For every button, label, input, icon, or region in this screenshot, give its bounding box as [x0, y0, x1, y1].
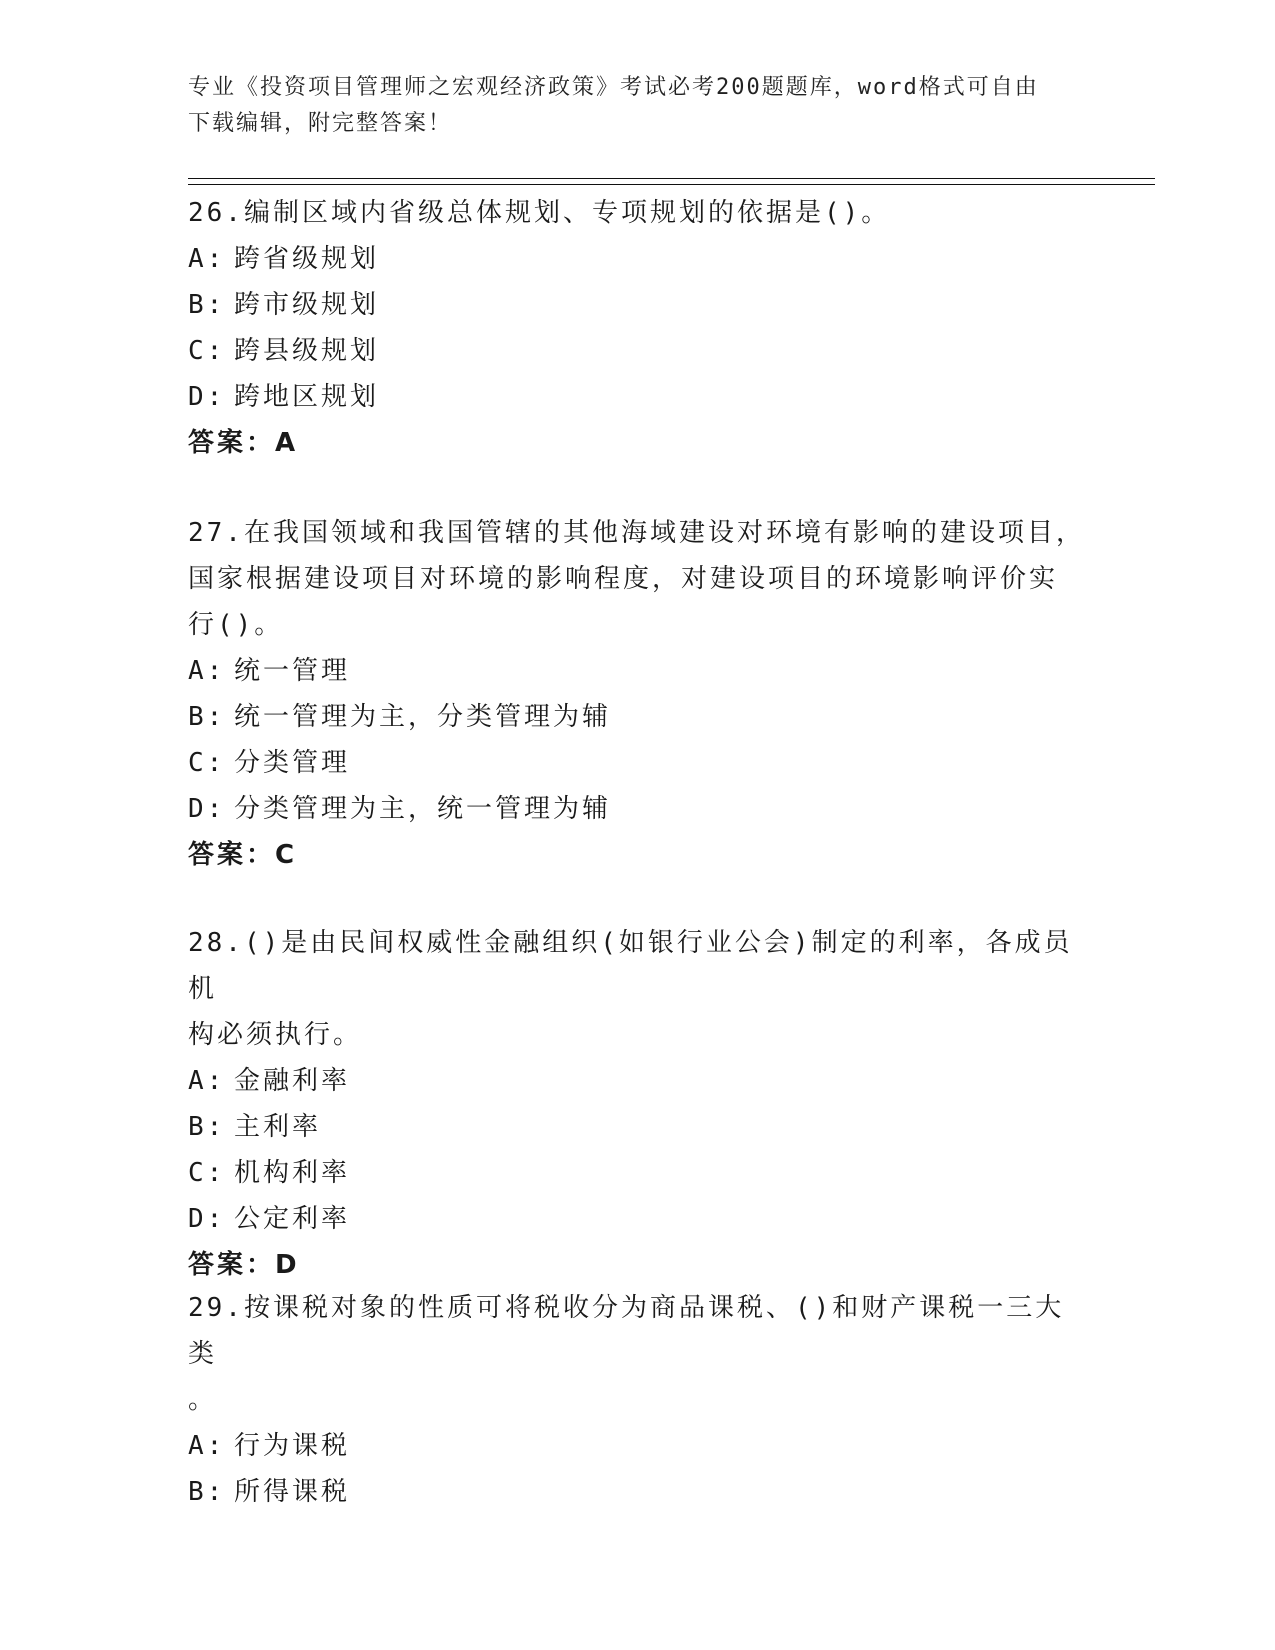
option-letter: A:: [188, 656, 226, 686]
answer-line: 答案：C: [188, 840, 298, 870]
question-26: [188, 190, 1088, 466]
question-27: [188, 510, 1088, 878]
option-a: [188, 648, 1088, 694]
option-letter: B:: [188, 1477, 226, 1507]
header-divider-bottom: [188, 184, 1155, 185]
option-letter: A:: [188, 244, 226, 274]
option-text: 跨市级规划: [234, 290, 380, 320]
option-text: 跨省级规划: [234, 244, 380, 274]
answer-line: 答案：D: [188, 1250, 300, 1280]
option-a: [188, 1423, 1088, 1469]
option-text: 主利率: [234, 1112, 322, 1142]
option-text: 机构利率: [234, 1158, 351, 1188]
option-letter: D:: [188, 794, 226, 824]
option-letter: C:: [188, 748, 226, 778]
question-text: 26.编制区域内省级总体规划、专项规划的依据是()。: [188, 198, 891, 228]
option-text: 所得课税: [234, 1477, 351, 1507]
header-line-1: 专业《投资项目管理师之宏观经济政策》考试必考200题题库，word格式可自由: [188, 75, 1039, 100]
option-b: [188, 1104, 1088, 1150]
question-text-line-1: 28.()是由民间权威性金融组织(如银行业公会)制定的利率，各成员机: [188, 928, 1073, 1004]
option-letter: A:: [188, 1431, 226, 1461]
option-a: [188, 1058, 1088, 1104]
option-text: 分类管理: [234, 748, 351, 778]
option-text: 跨地区规划: [234, 382, 380, 412]
option-letter: B:: [188, 702, 226, 732]
question-text-line-2: 构必须执行。: [188, 1020, 363, 1050]
option-letter: D:: [188, 1204, 226, 1234]
option-text: 跨县级规划: [234, 336, 380, 366]
option-letter: C:: [188, 1158, 226, 1188]
question-text-line-2: 。: [188, 1385, 218, 1415]
option-text: 统一管理: [234, 656, 351, 686]
option-letter: A:: [188, 1066, 226, 1096]
option-letter: D:: [188, 382, 226, 412]
option-d: [188, 1196, 1088, 1242]
question-text-line-1: 29.按课税对象的性质可将税收分为商品课税、()和财产课税一三大类: [188, 1293, 1065, 1369]
option-a: [188, 236, 1088, 282]
option-b: [188, 694, 1088, 740]
header-divider-top: [188, 178, 1155, 179]
option-text: 公定利率: [234, 1204, 351, 1234]
document-header: [188, 70, 1088, 142]
option-letter: C:: [188, 336, 226, 366]
question-29: [188, 1285, 1088, 1515]
option-b: [188, 282, 1088, 328]
option-text: 行为课税: [234, 1431, 351, 1461]
option-letter: B:: [188, 290, 226, 320]
question-text-line-1: 27.在我国领域和我国管辖的其他海域建设对环境有影响的建设项目，: [188, 518, 1085, 548]
option-text: 金融利率: [234, 1066, 351, 1096]
option-d: [188, 786, 1088, 832]
option-c: [188, 740, 1088, 786]
option-c: [188, 1150, 1088, 1196]
option-b: [188, 1469, 1088, 1515]
answer-line: 答案：A: [188, 428, 299, 458]
question-28: [188, 920, 1088, 1288]
option-d: [188, 374, 1088, 420]
option-c: [188, 328, 1088, 374]
option-text: 统一管理为主，分类管理为辅: [234, 702, 612, 732]
option-text: 分类管理为主，统一管理为辅: [234, 794, 612, 824]
question-text-line-2: 国家根据建设项目对环境的影响程度，对建设项目的环境影响评价实: [188, 564, 1059, 594]
header-line-2: 下载编辑，附完整答案！: [188, 111, 453, 136]
option-letter: B:: [188, 1112, 226, 1142]
question-text-line-3: 行()。: [188, 610, 284, 640]
